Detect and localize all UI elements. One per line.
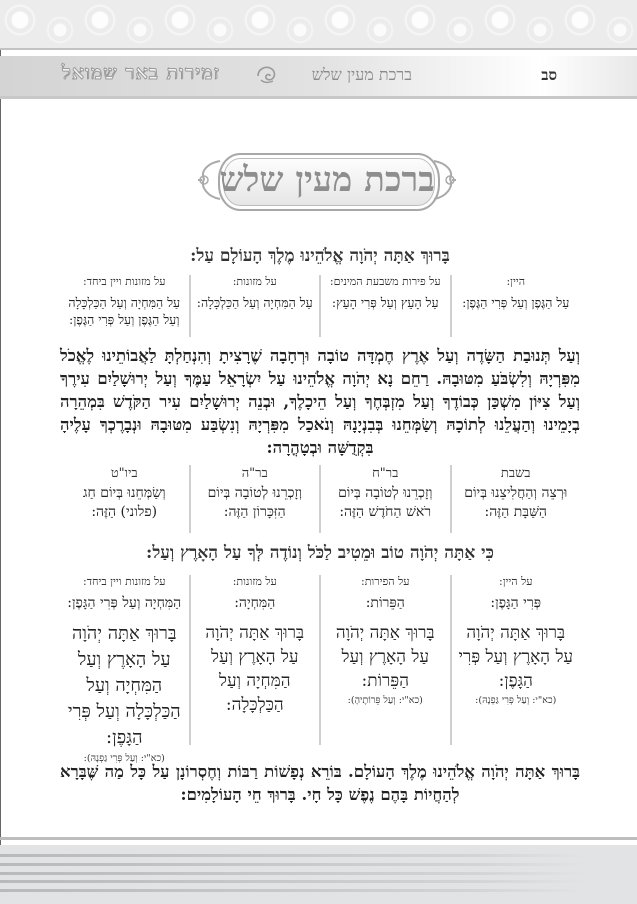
page-number: סב <box>541 66 557 84</box>
table-column <box>189 575 320 745</box>
column-text: עַל הַמִּחְיָה וְעַל הַכַּלְכָּלָה וְעַל הַגֶּפֶן וְעַל פְּרִי הַגֶּפֶן: <box>68 295 181 327</box>
column-text: וְזָכְרֵנוּ לְטוֹבָה בְּיוֹם הַזִּכָּרוֹן הַזֶּה: <box>207 485 302 520</box>
insertions-table <box>60 465 580 533</box>
table-column <box>60 275 189 337</box>
book-title: זמירות באר שמואל <box>62 62 220 84</box>
column-heading: על מזונות ויין ביחד: <box>83 575 166 588</box>
ki-ata-line: כִּי אַתָּה יְהֹוָה טוֹב וּמֵטִיב לַכֹּל וְנוֹדֶה לְּךָ עַל הָאָרֶץ וְעַל: <box>146 543 494 563</box>
table-column <box>189 465 320 533</box>
table-column <box>189 275 320 337</box>
column-heading: היין: <box>506 275 526 288</box>
column-heading: על הפירות: <box>361 575 410 588</box>
table-column <box>60 575 189 764</box>
column-heading: בר"ח <box>372 466 399 481</box>
closing-blessing-table <box>60 575 580 764</box>
column-text: וְזָכְרֵנוּ לְטוֹבָה בְּיוֹם רֹאשׁ הַחֹדֶשׁ הַזֶּה: <box>338 485 433 520</box>
column-text: בָּרוּךְ אַתָּה יְהֹוָה עַל הָאָרֶץ וְעַל הַמִּחְיָה וְעַל הַכַּלְכָּלָה: <box>205 623 305 715</box>
section-name: ברכת מעין שלש <box>311 65 412 84</box>
table-column <box>450 465 581 533</box>
column-heading: על מזונות: <box>232 575 277 588</box>
table-column <box>319 575 450 745</box>
column-text: עַל הָעֵץ וְעַל פְּרִי הָעֵץ: <box>331 295 439 310</box>
column-note: (כא"י: וְעַל פְּרִי גַּפְנָהּ): <box>475 695 557 706</box>
page-edge <box>0 0 1 904</box>
column-heading: בשבת <box>500 466 531 481</box>
column-heading: על פירות משבעת המינים: <box>329 275 441 288</box>
column-heading: על מזונות: <box>232 275 277 288</box>
table-column <box>450 575 581 745</box>
column-subtext: הַפֵּרוֹת: <box>365 595 405 611</box>
decorative-header-pattern <box>0 0 637 48</box>
borei-nefashot-paragraph: בָּרוּךְ אַתָּה יְהֹוָה אֱלֹהֵינוּ מֶלֶךְ הָעוֹלָם. בּוֹרֵא נְפָשׁוֹת רַבּוֹת וְחֶסְרוֹנָן עַל כָּל מַה שֶּׁבָּרָא לְהַחֲיוֹת בָּהֶם נֶפֶשׁ כָּל חָי. בָּרוּךְ חֵי הָעוֹלָמִים: <box>60 762 580 804</box>
column-text: בָּרוּךְ אַתָּה יְהֹוָה עַל הָאָרֶץ וְעַל הַפֵּרוֹת: <box>335 623 435 691</box>
footer-divider <box>0 837 637 840</box>
column-note: (כא"י: וְעַל פְּרִי גַּפְנָהּ): <box>83 753 165 764</box>
flourish-icon <box>432 157 458 203</box>
table-column <box>319 275 450 337</box>
main-paragraph: וְעַל תְּנוּבַת הַשָּׂדֶה וְעַל אֶרֶץ חֶמְדָּה טוֹבָה וּרְחָבָה שֶׁרָצִיתָ וְהִנְחַלְתָּ לַאֲבוֹתֵינוּ לֶאֱכֹל מִפִּרְיָהּ וְלִשְׂבֹּעַ מִטּוּבָהּ. רַחֵם נָא יְהֹוָה אֱלֹהֵינוּ עַל יִשְׂרָאֵל עַמֶּךָ וְעַל יְרוּשָׁלַיִם עִירֶךָ וְעַל צִיּוֹן מִשְׁכַּן כְּבוֹדֶךָ וְעַל מִזְבְּחֶךָ וְעַל הֵיכָלֶךָ, וּבְנֵה יְרוּשָׁלַיִם עִיר הַקֹּדֶשׁ בִּמְהֵרָה בְיָמֵינוּ וְהַעֲלֵנוּ לְתוֹכָהּ וְשַׂמְּחֵנוּ בְּבִנְיָנָהּ וְנֹאכַל מִפִּרְיָהּ וְנִשְׂבַּע מִטּוּבָהּ וּנְבָרֶכְךָ עָלֶיהָ בִּקְדֻשָּׁה וּבְטָהֳרָה: <box>60 346 580 457</box>
title-plaque <box>196 145 458 215</box>
running-header <box>0 56 637 99</box>
column-heading: על היין: <box>499 575 533 588</box>
column-text: וּרְצֵה וְהַחֲלִיצֵנוּ בְּיוֹם הַשַּׁבָּת הַזֶּה: <box>464 485 568 520</box>
column-text: וְשַׂמְּחֵנוּ בְּיוֹם חַג (פלוני) הַזֶּה: <box>82 485 166 520</box>
column-text: עַל הַגֶּפֶן וְעַל פְּרִי הַגֶּפֶן: <box>462 295 570 310</box>
column-heading: בר"ה <box>241 466 268 481</box>
column-subtext: הַמִּחְיָה: <box>234 595 276 611</box>
column-text: בָּרוּךְ אַתָּה יְהֹוָה עַל הָאָרֶץ וְעַל פְּרִי הַגָּפֶן: <box>458 623 574 691</box>
first-blessing-table <box>60 275 580 337</box>
footer-decoration <box>0 845 637 904</box>
swirl-icon <box>255 64 279 86</box>
column-text: עַל הַמִּחְיָה וְעַל הַכַּלְכָּלָה: <box>196 295 313 310</box>
opening-blessing: בָּרוּךְ אַתָּה יְהֹוָה אֱלֹהֵינוּ מֶלֶךְ הָעוֹלָם עַל: <box>190 246 450 266</box>
column-text: בָּרוּךְ אַתָּה יְהֹוָה עַל הָאָרֶץ וְעַל הַמִּחְיָה וְעַל הַכַּלְכָּלָה וְעַל פְּרִי הַגָּפֶן: <box>67 623 181 748</box>
table-column <box>450 275 581 337</box>
header-divider <box>0 48 637 50</box>
column-subtext: פְּרִי הַגָּפֶן: <box>490 595 542 611</box>
column-heading: ביו"ט <box>110 466 138 481</box>
table-column <box>60 465 189 533</box>
column-note: (כא"י: וְעַל פֵּרוֹתֶיהָ): <box>347 695 423 706</box>
column-subtext: הַמִּחְיָה וְעַל פְּרִי הַגָּפֶן: <box>67 595 182 611</box>
page-title: ברכת מעין שלש <box>219 160 435 200</box>
column-heading: על מזונות ויין ביחד: <box>83 275 166 288</box>
table-column <box>319 465 450 533</box>
